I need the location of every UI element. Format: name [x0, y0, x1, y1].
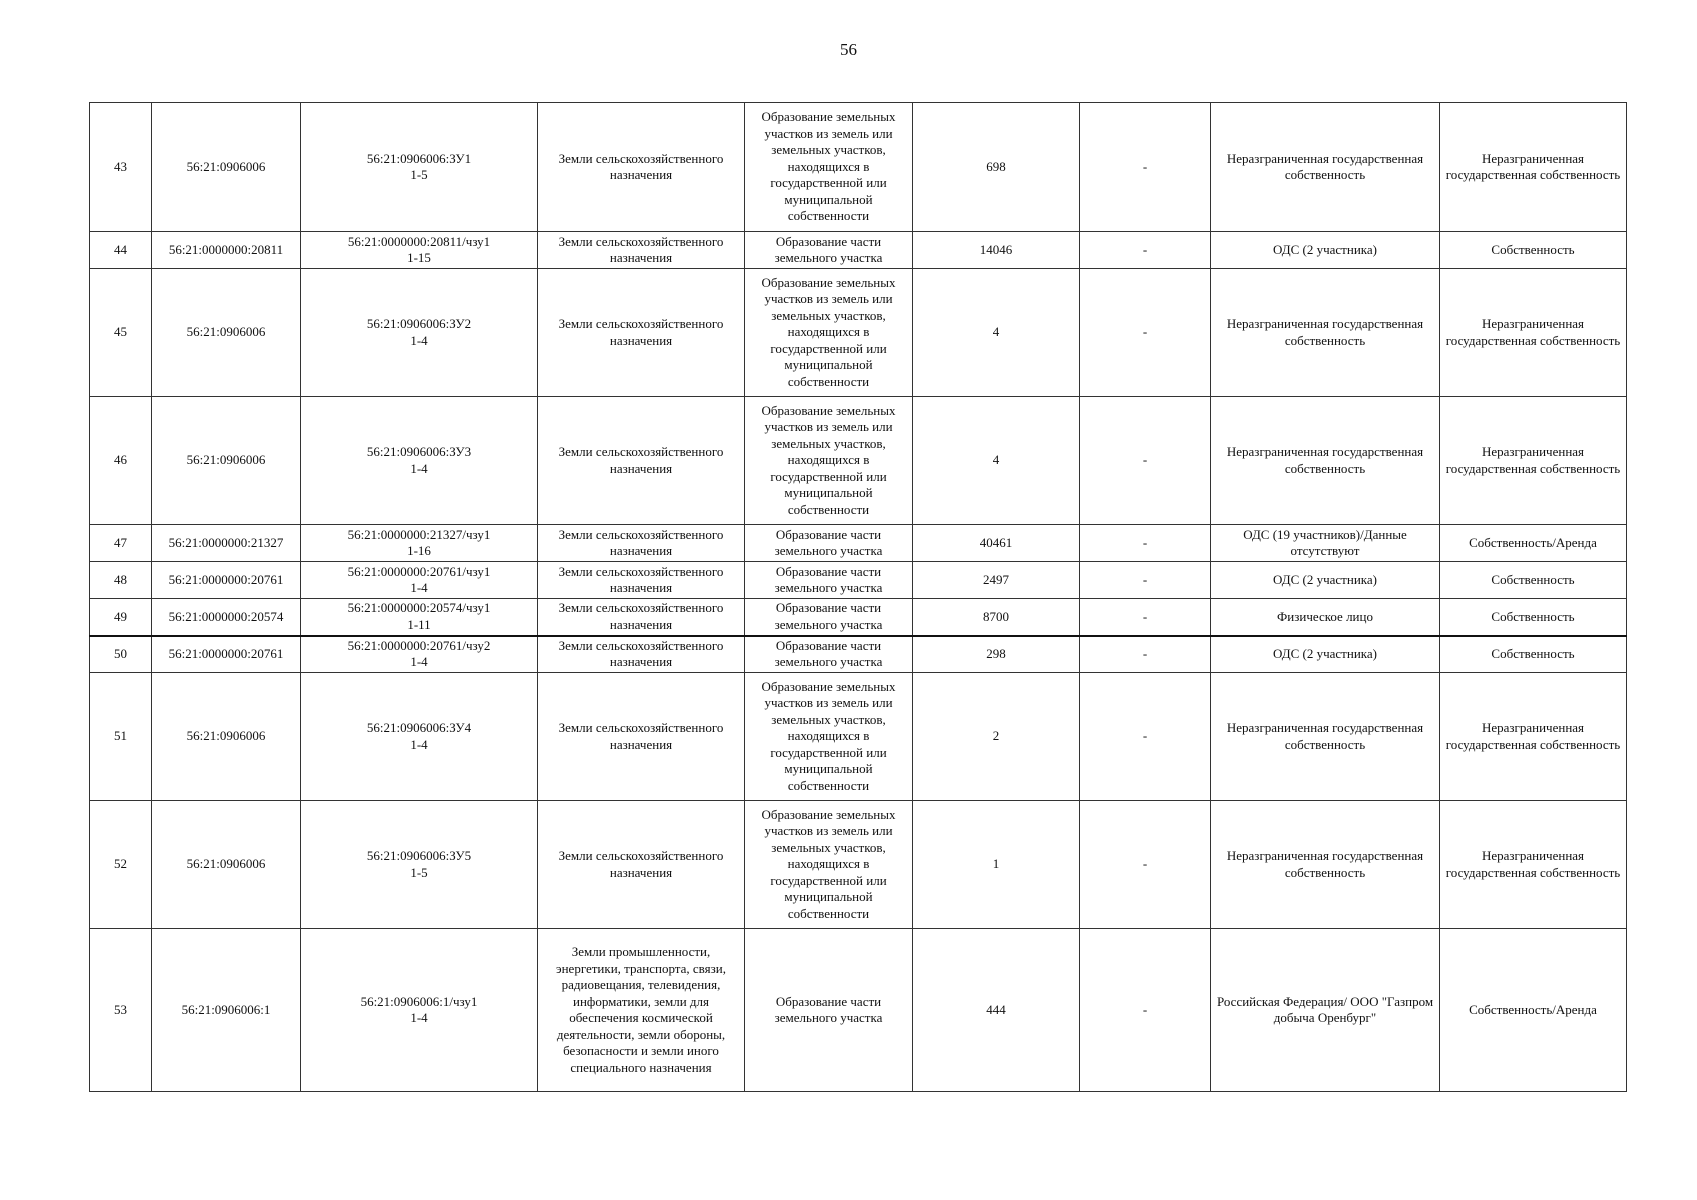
cell-plot-designation [301, 525, 538, 562]
cell-row-number: 51 [90, 673, 152, 801]
cell-dash: - [1080, 562, 1211, 599]
cell-right-type: Собственность/Аренда [1440, 929, 1627, 1092]
cell-area: 8700 [913, 599, 1080, 636]
plot-code: 56:21:0906006:ЗУ4 [366, 720, 472, 735]
cell-right-type: Неразграниченная государственная собственность [1440, 103, 1627, 232]
cell-right-holder: Неразграниченная государственная собственность [1211, 103, 1440, 232]
cell-plot-designation [301, 562, 538, 599]
cell-area: 4 [913, 397, 1080, 525]
cell-dash: - [1080, 636, 1211, 673]
cell-right-type: Собственность/Аренда [1440, 525, 1627, 562]
cell-land-category: Земли сельскохозяйственного назначения [538, 525, 745, 562]
cell-formation-method: Образование части земельного участка [745, 636, 913, 673]
plot-points: 1-4 [410, 332, 428, 348]
cell-row-number: 53 [90, 929, 152, 1092]
cell-dash: - [1080, 801, 1211, 929]
table-row [90, 232, 1627, 269]
plot-code: 56:21:0000000:20574/чзу1 [347, 600, 491, 616]
cell-plot-designation [301, 397, 538, 525]
cell-right-holder: Неразграниченная государственная собственность [1211, 801, 1440, 929]
cell-area: 298 [913, 636, 1080, 673]
cell-formation-method: Образование земельных участков из земель или земельных участков, находящихся в государственной или муниципальной собственности [745, 103, 913, 232]
cell-land-category: Земли сельскохозяйственного назначения [538, 673, 745, 801]
cell-area: 444 [913, 929, 1080, 1092]
table-row [90, 599, 1627, 636]
cell-land-category: Земли сельскохозяйственного назначения [538, 269, 745, 397]
cell-cadastral-number: 56:21:0000000:20761 [152, 562, 301, 599]
cell-right-type: Собственность [1440, 599, 1627, 636]
cell-right-holder: Неразграниченная государственная собственность [1211, 397, 1440, 525]
cell-formation-method: Образование земельных участков из земель или земельных участков, находящихся в государственной или муниципальной собственности [745, 673, 913, 801]
cell-right-holder: Неразграниченная государственная собственность [1211, 673, 1440, 801]
plot-points: 1-15 [407, 250, 431, 265]
cell-row-number: 48 [90, 562, 152, 599]
cell-land-category: Земли сельскохозяйственного назначения [538, 232, 745, 269]
cell-land-category: Земли сельскохозяйственного назначения [538, 599, 745, 636]
cell-cadastral-number: 56:21:0000000:20574 [152, 599, 301, 636]
cell-formation-method: Образование земельных участков из земель или земельных участков, находящихся в государственной или муниципальной собственности [745, 801, 913, 929]
cell-land-category: Земли промышленности, энергетики, транспорта, связи, радиовещания, телевидения, информатики, земли для обеспечения космической деятельности, земли обороны, безопасности и земли иного специального назначения [538, 929, 745, 1092]
cell-cadastral-number: 56:21:0906006 [152, 673, 301, 801]
cell-dash: - [1080, 929, 1211, 1092]
cell-land-category: Земли сельскохозяйственного назначения [538, 103, 745, 232]
cell-area: 2 [913, 673, 1080, 801]
cell-land-category: Земли сельскохозяйственного назначения [538, 562, 745, 599]
cell-cadastral-number: 56:21:0000000:21327 [152, 525, 301, 562]
cell-right-type: Неразграниченная государственная собственность [1440, 397, 1627, 525]
table-row [90, 269, 1627, 397]
cell-plot-designation [301, 599, 538, 636]
table-row [90, 673, 1627, 801]
cell-right-type: Собственность [1440, 636, 1627, 673]
cell-cadastral-number: 56:21:0906006:1 [152, 929, 301, 1092]
cell-row-number: 44 [90, 232, 152, 269]
cell-cadastral-number: 56:21:0000000:20761 [152, 636, 301, 673]
plot-points: 1-4 [410, 580, 428, 595]
plot-code: 56:21:0906006:1/чзу1 [360, 993, 478, 1009]
table-row [90, 636, 1627, 673]
cell-dash: - [1080, 525, 1211, 562]
cell-dash: - [1080, 397, 1211, 525]
cell-dash: - [1080, 269, 1211, 397]
cell-right-holder: ОДС (2 участника) [1211, 562, 1440, 599]
plot-code: 56:21:0000000:20761/чзу1 [347, 563, 491, 579]
cell-formation-method: Образование части земельного участка [745, 929, 913, 1092]
cell-plot-designation [301, 103, 538, 232]
cell-land-category: Земли сельскохозяйственного назначения [538, 636, 745, 673]
cell-cadastral-number: 56:21:0906006 [152, 103, 301, 232]
table-row [90, 801, 1627, 929]
table-row [90, 525, 1627, 562]
cell-plot-designation [301, 232, 538, 269]
cell-row-number: 49 [90, 599, 152, 636]
cell-right-holder: Российская Федерация/ ООО "Газпром добыча Оренбург" [1211, 929, 1440, 1092]
plot-points: 1-4 [410, 654, 428, 670]
table-row [90, 103, 1627, 232]
cell-formation-method: Образование части земельного участка [745, 525, 913, 562]
cell-right-type: Неразграниченная государственная собственность [1440, 269, 1627, 397]
cell-right-holder: ОДС (2 участника) [1211, 636, 1440, 673]
cell-row-number: 47 [90, 525, 152, 562]
plot-points: 1-5 [410, 864, 428, 880]
plot-code: 56:21:0906006:ЗУ2 [366, 316, 472, 331]
cell-right-type: Собственность [1440, 562, 1627, 599]
cell-plot-designation [301, 801, 538, 929]
cell-right-holder: ОДС (2 участника) [1211, 232, 1440, 269]
cell-plot-designation [301, 636, 538, 673]
table-row [90, 562, 1627, 599]
plot-points: 1-11 [407, 616, 431, 632]
cell-cadastral-number: 56:21:0000000:20811 [152, 232, 301, 269]
cell-area: 2497 [913, 562, 1080, 599]
cell-row-number: 43 [90, 103, 152, 232]
cell-cadastral-number: 56:21:0906006 [152, 801, 301, 929]
plot-code: 56:21:0906006:ЗУ5 [366, 848, 472, 863]
cell-formation-method: Образование части земельного участка [745, 599, 913, 636]
plot-code: 56:21:0906006:ЗУ3 [366, 444, 472, 459]
cell-land-category: Земли сельскохозяйственного назначения [538, 801, 745, 929]
cell-area: 698 [913, 103, 1080, 232]
cell-plot-designation [301, 269, 538, 397]
cell-dash: - [1080, 103, 1211, 232]
plot-points: 1-4 [410, 736, 428, 752]
cell-right-holder: Физическое лицо [1211, 599, 1440, 636]
cell-row-number: 46 [90, 397, 152, 525]
cell-plot-designation [301, 929, 538, 1092]
plot-points: 1-4 [410, 460, 428, 476]
cell-right-type: Собственность [1440, 232, 1627, 269]
cell-formation-method: Образование земельных участков из земель или земельных участков, находящихся в государственной или муниципальной собственности [745, 397, 913, 525]
plot-code: 56:21:0000000:20761/чзу2 [347, 637, 491, 653]
plot-points: 1-16 [407, 543, 431, 558]
plot-code: 56:21:0906006:ЗУ1 [366, 150, 472, 166]
cell-dash: - [1080, 673, 1211, 801]
cell-area: 14046 [913, 232, 1080, 269]
cell-right-holder: Неразграниченная государственная собственность [1211, 269, 1440, 397]
cell-dash: - [1080, 232, 1211, 269]
cell-right-type: Неразграниченная государственная собственность [1440, 801, 1627, 929]
plot-points: 1-4 [410, 1010, 428, 1025]
plot-points: 1-5 [410, 167, 428, 182]
cell-dash: - [1080, 599, 1211, 636]
cell-formation-method: Образование части земельного участка [745, 562, 913, 599]
cell-area: 40461 [913, 525, 1080, 562]
cell-cadastral-number: 56:21:0906006 [152, 269, 301, 397]
cell-formation-method: Образование земельных участков из земель или земельных участков, находящихся в государственной или муниципальной собственности [745, 269, 913, 397]
plot-code: 56:21:0000000:20811/чзу1 [347, 233, 491, 249]
cell-row-number: 50 [90, 636, 152, 673]
table-row [90, 929, 1627, 1092]
cell-right-holder: ОДС (19 участников)/Данные отсутствуют [1211, 525, 1440, 562]
table-row [90, 397, 1627, 525]
cell-row-number: 52 [90, 801, 152, 929]
cell-right-type: Неразграниченная государственная собственность [1440, 673, 1627, 801]
cell-area: 4 [913, 269, 1080, 397]
land-plots-table [89, 102, 1627, 1092]
cell-area: 1 [913, 801, 1080, 929]
cell-formation-method: Образование части земельного участка [745, 232, 913, 269]
cell-row-number: 45 [90, 269, 152, 397]
cell-plot-designation [301, 673, 538, 801]
cell-cadastral-number: 56:21:0906006 [152, 397, 301, 525]
cell-land-category: Земли сельскохозяйственного назначения [538, 397, 745, 525]
plot-code: 56:21:0000000:21327/чзу1 [347, 526, 491, 542]
page-number: 56 [840, 40, 857, 59]
